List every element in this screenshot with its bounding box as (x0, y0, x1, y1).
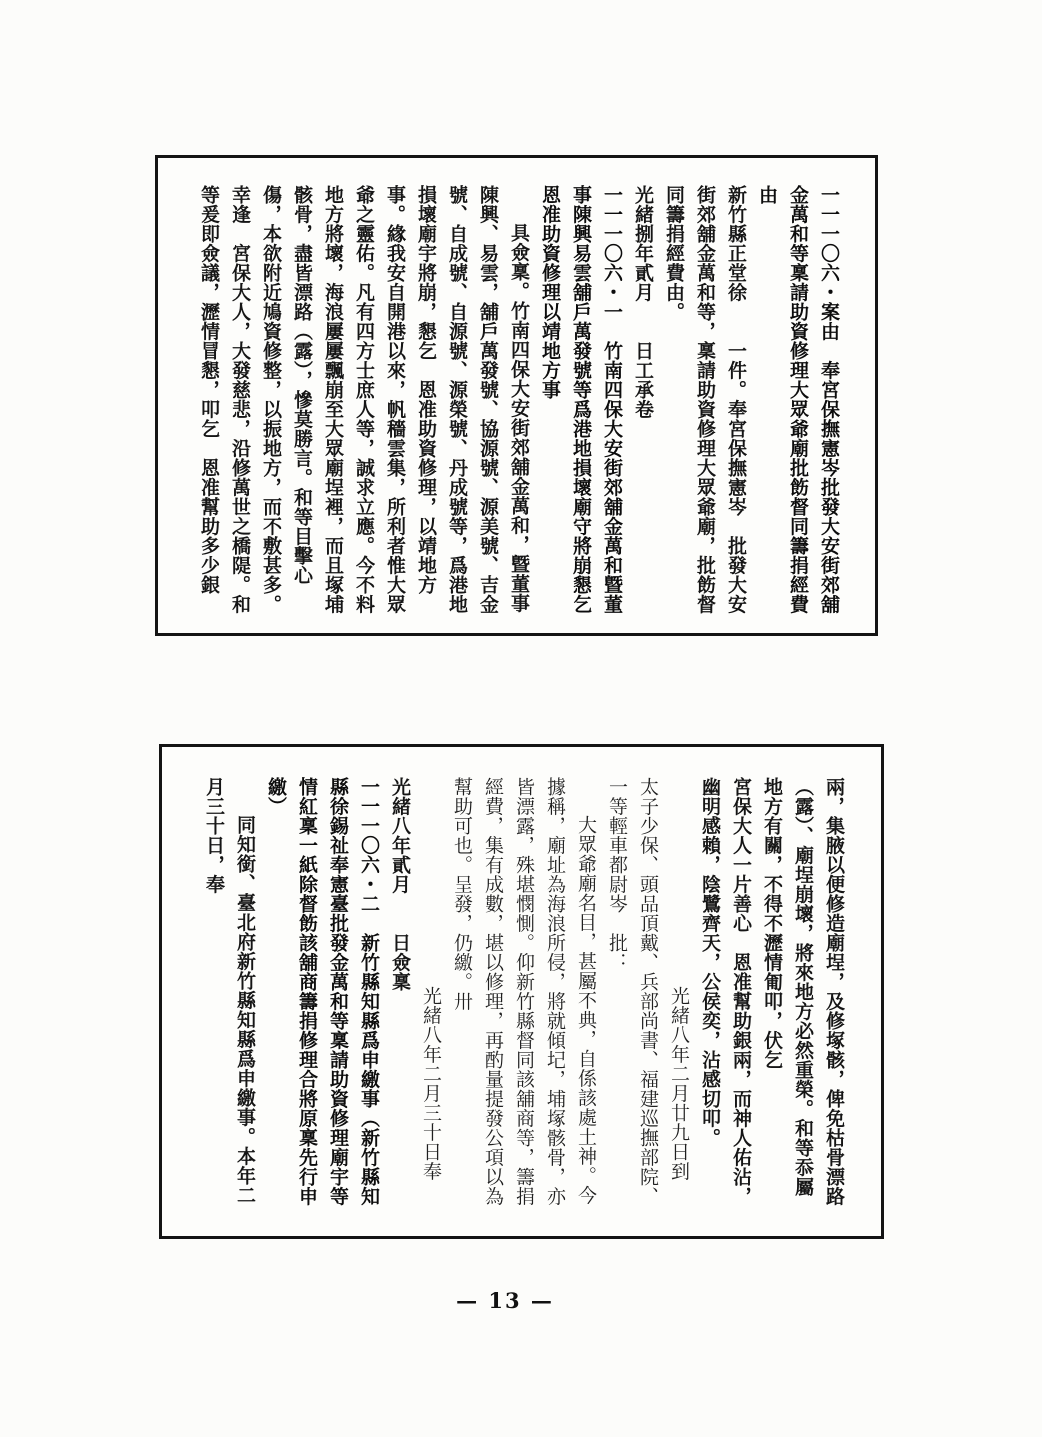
text-column: 經費，集有成數，堪以修理，再酌量提發公項以為 (482, 777, 504, 1206)
text-column: 一等輕車都尉岑 批： (606, 777, 628, 972)
text-column: 大眾爺廟名目，甚屬不典，自係該處土神。今 (575, 815, 597, 1205)
text-column: 街郊舖金萬和等，稟請助資修理大眾爺廟，批飭督 (694, 185, 716, 614)
text-column: （露）、廟埕崩壞，將來地方必然重榮。和等忝屬 (792, 777, 814, 1197)
text-column: 幸逢 宮保大人，大發慈悲，沿修萬世之橋隄。和 (229, 185, 251, 614)
page-number: — 13 — (456, 1288, 554, 1313)
text-column: 爺之靈佑。凡有四方士庶人等，誠求立應。今不料 (353, 185, 375, 614)
text-column: 損壞廟宇將崩，懇乞 恩准助資修理，以靖地方 (415, 185, 437, 595)
text-column: 地方將壞，海浪屢屢飄崩至大眾廟埕裡，而且塚埔 (322, 185, 344, 614)
text-column: 光緒八年二月三十日奉 (420, 986, 442, 1181)
text-column: 光緒八年二月廿九日到 (668, 986, 690, 1181)
text-column: 具僉稟。竹南四保大安街郊舖金萬和，曁董事 (508, 223, 530, 613)
document-block-top (155, 155, 878, 636)
text-column: 一一一〇六・二 新竹縣知縣爲申繳事（新竹縣知 (358, 777, 380, 1206)
text-column: 事陳興易雲舖戶萬發號等爲港地損壞廟守將崩懇乞 (570, 185, 592, 614)
text-column: 由 (756, 185, 778, 205)
text-column: 幫助可也。呈發，仍繳。卅 (451, 777, 473, 1011)
text-column: 光緒八年貳月 日僉稟 (389, 777, 411, 992)
text-column: 同籌捐經費由。 (663, 185, 685, 322)
text-column: 皆漂露，殊堪憫惻。仰新竹縣督同該舖商等，籌捐 (513, 777, 535, 1206)
text-column: 一一一〇六・案由 奉宮保撫憲岑批發大安街郊舖 (818, 185, 840, 614)
text-column: 幽明感賴，陰鷺齊天，公侯奕，沾感切叩。 (699, 777, 721, 1148)
document-block-bottom (159, 744, 884, 1239)
text-column: 同知銜、臺北府新竹縣知縣爲申繳事。本年二 (234, 815, 256, 1205)
text-column: 地方有關，不得不瀝情匍叩，伏乞 (761, 777, 783, 1070)
text-column: 新竹縣正堂徐 一件。奉宮保撫憲岑 批發大安 (725, 185, 747, 614)
text-column: 情紅稟一紙除督飭該舖商籌捐修理合將原稟先行申 (296, 777, 318, 1206)
text-column: 繳） (265, 777, 287, 816)
text-column: 傷，本欲附近鳩資修整，以振地方，而不敷甚多。 (260, 185, 282, 614)
text-column: 骸骨，盡皆漂路（露），慘莫勝言。和等目擊心 (291, 185, 313, 585)
text-column: 事。緣我安自開港以來，帆穡雲集，所利者惟大眾 (384, 185, 406, 614)
text-column: 恩准助資修理以靖地方事 (539, 185, 561, 400)
text-column: 號、自成號、自源號、源榮號、丹成號等，爲港地 (446, 185, 468, 614)
text-column: 陳興、易雲，舖戶萬發號、協源號、源美號、吉金 (477, 185, 499, 614)
text-column: 兩，集腋以便修造廟埕，及修塚骸，俾免枯骨漂路 (823, 777, 845, 1206)
text-column: 據稱，廟址為海浪所侵，將就傾圮，埔塚骸骨，亦 (544, 777, 566, 1206)
text-column: 金萬和等稟請助資修理大眾爺廟批飭督同籌捐經費 (787, 185, 809, 614)
text-column: 一一一〇六・一 竹南四保大安街郊舖金萬和曁董 (601, 185, 623, 614)
text-column: 光緒捌年貳月 日工承卷 (632, 185, 654, 419)
text-column: 月三十日，奉 (203, 777, 225, 894)
text-column: 等爰即僉議，瀝情冒懇，叩乞 恩准幫助多少銀 (198, 185, 220, 595)
text-column: 宮保大人一片善心 恩准幫助銀兩，而神人佑沾， (730, 777, 752, 1206)
text-column: 太子少保、頭品頂戴、兵部尚書、福建巡撫部院、 (637, 777, 659, 1206)
text-column: 縣徐錫祉奉憲臺批發金萬和等稟請助資修理廟宇等 (327, 777, 349, 1206)
